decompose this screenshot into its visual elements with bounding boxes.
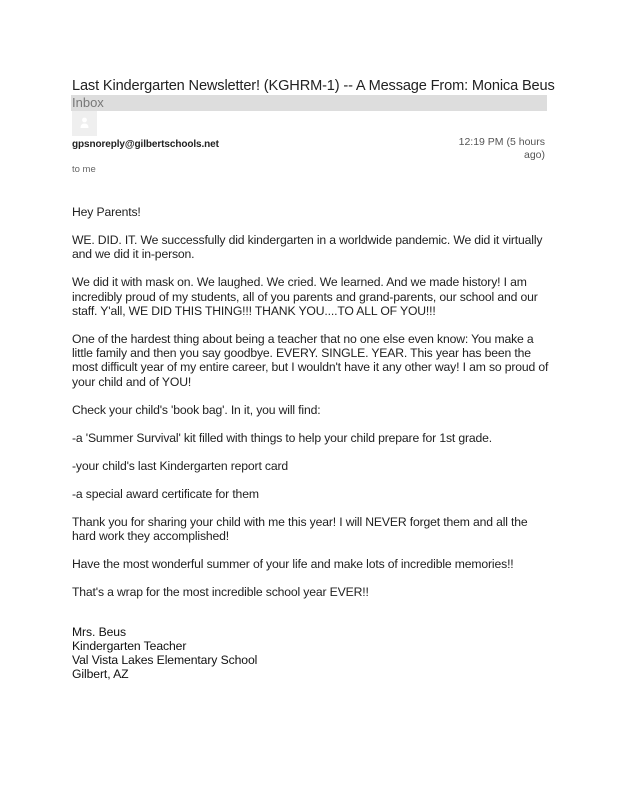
signature-title: Kindergarten Teacher (72, 639, 187, 653)
person-icon (80, 117, 89, 129)
email-subject: Last Kindergarten Newsletter! (KGHRM-1) -- A Message From: Monica Beus (72, 78, 555, 94)
body-list-item: -a 'Summer Survival' kit filled with things to help your child prepare for 1st grade. (72, 430, 493, 445)
body-paragraph: We did it with mask on. We laughed. We cried. We learned. And we made history! I am incredibly proud of my students, all of you parents and grand-parents, our school and our staff. Y'all, WE DID THIS THING!!! THANK YOU....TO ALL OF YOU!!! (72, 275, 538, 318)
signature-school: Val Vista Lakes Elementary School (72, 653, 258, 667)
sender-avatar (72, 111, 97, 136)
sender-email[interactable]: gpsnoreply@gilbertschools.net (72, 139, 219, 150)
body-list-item: -your child's last Kindergarten report card (72, 458, 289, 473)
body-paragraph: Check your child's 'book bag'. In it, you will find: (72, 402, 321, 417)
inbox-label-bar (71, 95, 547, 111)
body-paragraph: One of the hardest thing about being a teacher that no one else even know: You make a little family and then you say goodbye. EVERY. SINGLE. YEAR. This year has been the most difficult year of my entire career, but I wouldn't have it any other way! I am so proud of your child and of YOU! (72, 331, 549, 389)
body-paragraph: WE. DID. IT. We successfully did kindergarten in a worldwide pandemic. We did it virtually and we did it in-person. (72, 232, 543, 262)
email-signature (72, 625, 257, 681)
body-paragraph: Have the most wonderful summer of your life and make lots of incredible memories!! (72, 556, 514, 571)
timestamp-line-1: 12:19 PM (5 hours (458, 136, 545, 148)
body-paragraph: Hey Parents! (72, 205, 141, 219)
email-timestamp (435, 136, 545, 162)
signature-location: Gilbert, AZ (72, 667, 129, 681)
body-paragraph: Thank you for sharing your child with me this year! I will NEVER forget them and all the hard work they accomplished! (72, 514, 528, 543)
timestamp-line-2: ago) (523, 149, 545, 161)
inbox-label[interactable]: Inbox (72, 95, 104, 110)
body-list-item: -a special award certificate for them (72, 486, 259, 501)
email-body (72, 205, 552, 613)
body-paragraph: That's a wrap for the most incredible school year EVER!! (72, 584, 369, 599)
signature-name: Mrs. Beus (72, 625, 126, 639)
recipient-line[interactable]: to me (72, 164, 96, 175)
